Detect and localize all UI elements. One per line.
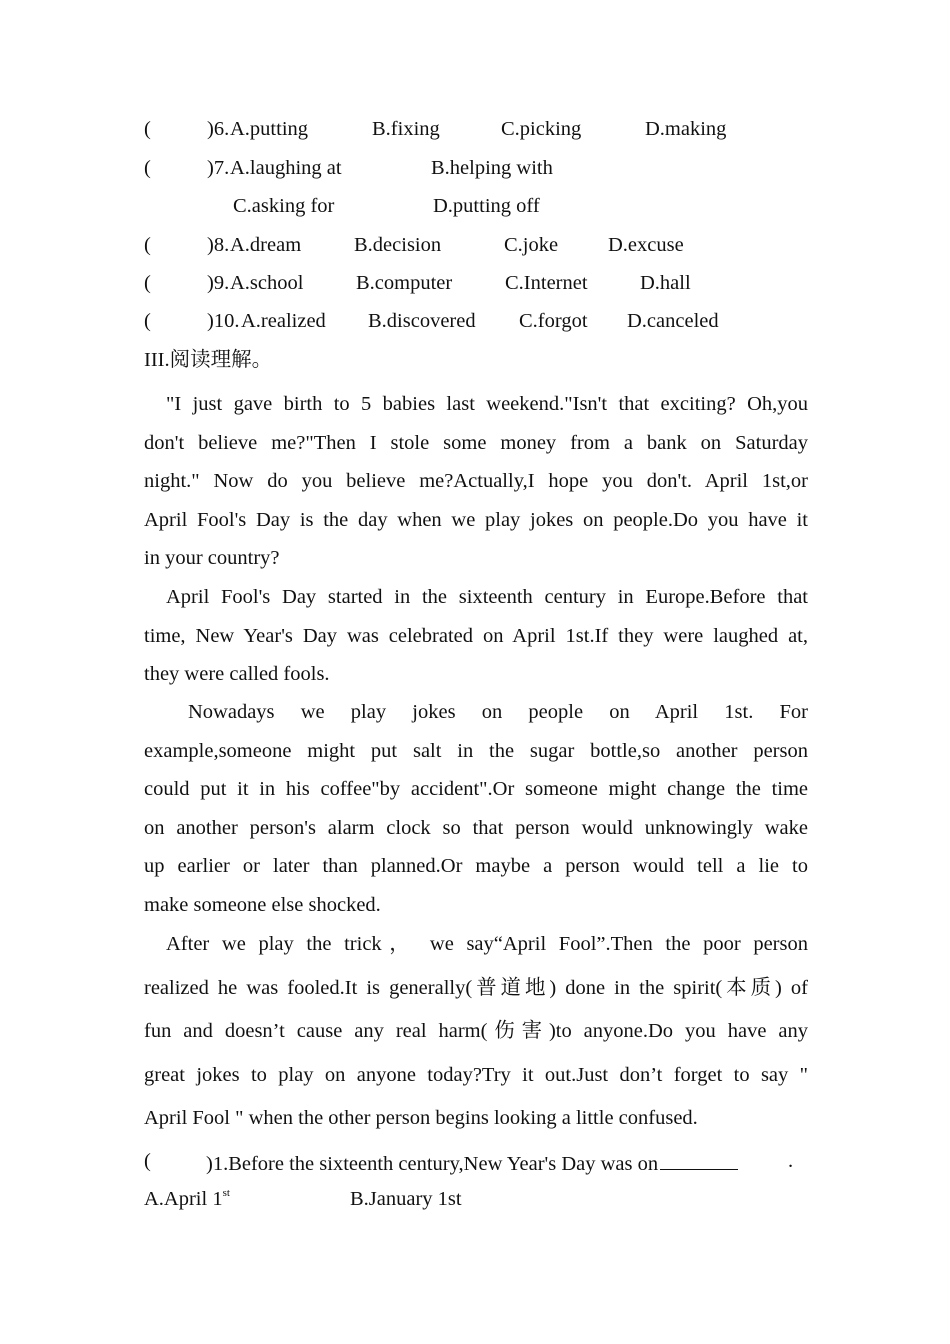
- option-a-text: A.April 1: [144, 1188, 223, 1210]
- option-b: B.helping with: [431, 157, 553, 179]
- passage-line: realized he was fooled.It is generally(普道地) done in the spirit(本质) of: [144, 976, 808, 999]
- answer-paren: (: [144, 1150, 151, 1172]
- answer-paren: (: [144, 118, 151, 140]
- answer-paren: (: [144, 310, 151, 332]
- passage-line: don't believe me?"Then I stole some money from a bank on Saturday: [144, 431, 808, 454]
- option-d: D.putting off: [433, 195, 540, 217]
- option-b: B.January 1st: [350, 1188, 462, 1210]
- question-end-period: .: [788, 1150, 794, 1172]
- option-a: [144, 1189, 230, 1210]
- question-number: )6.: [207, 118, 230, 140]
- answer-paren: (: [144, 272, 151, 294]
- section-title: [144, 350, 272, 371]
- option-c: C.picking: [501, 118, 582, 140]
- passage-line: After we play the trick， we say“April Fool”.Then the poor person: [166, 933, 808, 955]
- passage-line: make someone else shocked.: [144, 893, 381, 916]
- answer-paren: (: [144, 234, 151, 256]
- question-text: )1.Before the sixteenth century,New Year's Day was on: [206, 1153, 659, 1175]
- question-number: )8.: [207, 234, 230, 256]
- option-d: D.hall: [640, 272, 691, 294]
- option-a: A.putting: [230, 118, 309, 140]
- section-title-text: III.阅读理解。: [144, 349, 273, 371]
- passage-line: they were called fools.: [144, 663, 330, 686]
- passage-line: night." Now do you believe me?Actually,I hope you don't. April 1st,or: [144, 470, 808, 493]
- question-number: )10.: [207, 310, 240, 332]
- question-number: )9.: [207, 272, 230, 294]
- passage-line: Nowadays we play jokes on people on April 1st. For: [188, 701, 808, 723]
- passage-line: April Fool " when the other person begins looking a little confused.: [144, 1107, 698, 1129]
- option-d: D.canceled: [627, 310, 719, 332]
- passage-paragraph-1: [144, 385, 808, 578]
- option-c: C.asking for: [233, 195, 335, 217]
- passage-paragraph-2: [144, 578, 808, 694]
- option-a: A.realized: [241, 310, 326, 332]
- question-text-wrap: [206, 1151, 738, 1175]
- passage-line: in your country?: [144, 547, 280, 570]
- passage-line: great jokes to play on anyone today?Try it out.Just don’t forget to say ": [144, 1063, 808, 1086]
- option-a: A.school: [230, 272, 304, 294]
- option-c: C.joke: [504, 234, 559, 256]
- question-number: )7.: [207, 157, 230, 179]
- option-c: C.forgot: [519, 310, 588, 332]
- option-b: B.computer: [356, 272, 453, 294]
- passage-line: up earlier or later than planned.Or maybe a person would tell a lie to: [144, 855, 808, 878]
- option-b: B.discovered: [368, 310, 476, 332]
- passage-line: on another person's alarm clock so that person would unknowingly wake: [144, 816, 808, 839]
- passage-line: "I just gave birth to 5 babies last weekend."Isn't that exciting? Oh,you: [166, 393, 808, 415]
- option-b: B.decision: [354, 234, 442, 256]
- passage-line: fun and doesn’t cause any real harm(伤害)to anyone.Do you have any: [144, 1020, 808, 1042]
- passage-paragraph-4: [144, 923, 808, 1141]
- passage-line: April Fool's Day started in the sixteenth century in Europe.Before that: [166, 586, 808, 608]
- passage-paragraph-3: [144, 693, 808, 925]
- option-c: C.Internet: [505, 272, 588, 294]
- passage-line: time, New Year's Day was celebrated on April 1st.If they were laughed at,: [144, 624, 808, 647]
- answer-paren: (: [144, 157, 151, 179]
- option-a: A.laughing at: [230, 157, 342, 179]
- option-a-superscript: st: [222, 1187, 230, 1199]
- passage-line: could put it in his coffee"by accident".Or someone might change the time: [144, 778, 808, 801]
- option-d: D.excuse: [608, 234, 684, 256]
- option-d: D.making: [645, 118, 727, 140]
- answer-blank: [660, 1151, 738, 1170]
- passage-line: example,someone might put salt in the sugar bottle,so another person: [144, 739, 808, 762]
- option-a: A.dream: [230, 234, 302, 256]
- passage-line: April Fool's Day is the day when we play jokes on people.Do you have it: [144, 508, 808, 531]
- option-b: B.fixing: [372, 118, 440, 140]
